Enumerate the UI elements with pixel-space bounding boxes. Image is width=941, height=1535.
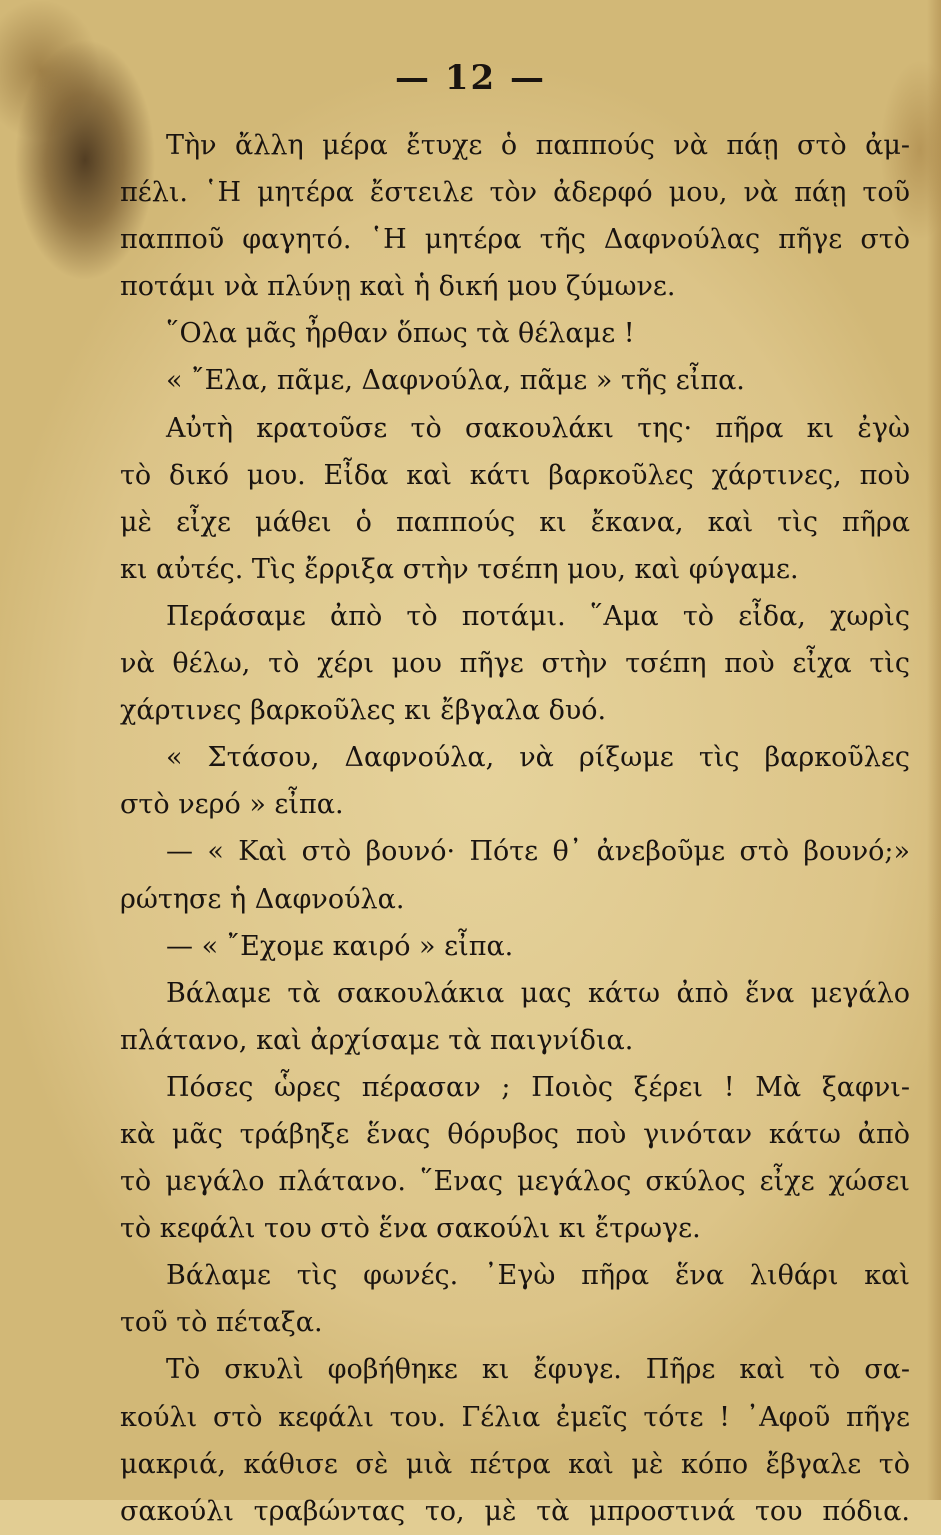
page-number: — 12 — — [395, 58, 546, 98]
text-line: Πόσες ὧρες πέρασαν ; Ποιὸς ξέρει ! Μὰ ξαφνι- — [166, 1071, 910, 1103]
text-line: « Στάσου, Δαφνούλα, νὰ ρίξωμε τὶς βαρκοῦλες — [166, 742, 910, 774]
text-line: τὸ κεφάλι του στὸ ἕνα σακούλι κι ἔτρωγε. — [120, 1213, 701, 1245]
text-line: μακριά, κάθισε σὲ μιὰ πέτρα καὶ μὲ κόπο ἔβγαλε τὸ — [120, 1448, 910, 1480]
text-line: Περάσαμε ἀπὸ τὸ ποτάμι. ῞Αμα τὸ εἶδα, χωρὶς — [166, 600, 910, 632]
text-line: « ῎Ελα, πᾶμε, Δαφνούλα, πᾶμε » τῆς εἶπα. — [166, 365, 745, 397]
text-line: κὰ μᾶς τράβηξε ἕνας θόρυβος ποὺ γινόταν κάτω ἀπὸ — [120, 1118, 910, 1150]
text-line: τὸ δικό μου. Εἶδα καὶ κάτι βαρκοῦλες χάρτινες, ποὺ — [120, 459, 910, 491]
text-line: παπποῦ φαγητό. ῾Η μητέρα τῆς Δαφνούλας πῆγε στὸ — [120, 224, 910, 256]
text-line: — « ῎Εχομε καιρό » εἶπα. — [166, 930, 514, 962]
text-line: ρώτησε ἡ Δαφνούλα. — [120, 883, 405, 915]
text-line: σακούλι τραβώντας το, μὲ τὰ μπροστινά του πόδια. — [120, 1495, 910, 1527]
text-line: Τὴν ἄλλη μέρα ἔτυχε ὁ παππούς νὰ πάῃ στὸ ἀμ- — [166, 130, 910, 161]
text-line: Βάλαμε τὰ σακουλάκια μας κάτω ἀπὸ ἕνα μεγάλο — [166, 977, 910, 1009]
text-line: τοῦ τὸ πέταξα. — [120, 1307, 323, 1339]
text-line: χάρτινες βαρκοῦλες κι ἔβγαλα δυό. — [120, 695, 607, 727]
text-line: κούλι στὸ κεφάλι του. Γέλια ἐμεῖς τότε ! ᾿Αφοῦ πῆγε — [120, 1401, 910, 1433]
text-line: στὸ νερό » εἶπα. — [120, 789, 344, 821]
text-line: πλάτανο, καὶ ἀρχίσαμε τὰ παιγνίδια. — [120, 1024, 634, 1056]
text-line: τὸ μεγάλο πλάτανο. ῞Ενας μεγάλος σκύλος εἶχε χώσει — [120, 1166, 910, 1198]
text-line: ῞Ολα μᾶς ἦρθαν ὅπως τὰ θέλαμε ! — [166, 318, 635, 350]
text-line: — « Καὶ στὸ βουνό· Πότε θ᾿ ἀνεβοῦμε στὸ βουνό;» — [166, 836, 910, 868]
text-line: ποτάμι νὰ πλύνῃ καὶ ἡ δική μου ζύμωνε. — [120, 271, 676, 303]
text-line: Αὐτὴ κρατοῦσε τὸ σακουλάκι της· πῆρα κι ἐγὼ — [166, 412, 910, 444]
text-line: Τὸ σκυλὶ φοβήθηκε κι ἔφυγε. Πῆρε καὶ τὸ σα- — [166, 1354, 910, 1386]
text-line: Βάλαμε τὶς φωνές. ᾿Εγὼ πῆρα ἕνα λιθάρι καὶ — [166, 1260, 910, 1292]
text-line: μὲ εἶχε μάθει ὁ παππούς κι ἔκανα, καὶ τὶς πῆρα — [120, 506, 910, 538]
text-line: νὰ θέλω, τὸ χέρι μου πῆγε στὴν τσέπη ποὺ εἶχα τὶς — [120, 648, 910, 680]
text-line: κι αὐτές. Τὶς ἔρριξα στὴν τσέπη μου, καὶ φύγαμε. — [120, 553, 799, 585]
body-text — [120, 122, 910, 1535]
text-line: πέλι. ῾Η μητέρα ἔστειλε τὸν ἀδερφό μου, νὰ πάῃ τοῦ — [120, 177, 910, 209]
page-edge-stain — [927, 0, 941, 1500]
